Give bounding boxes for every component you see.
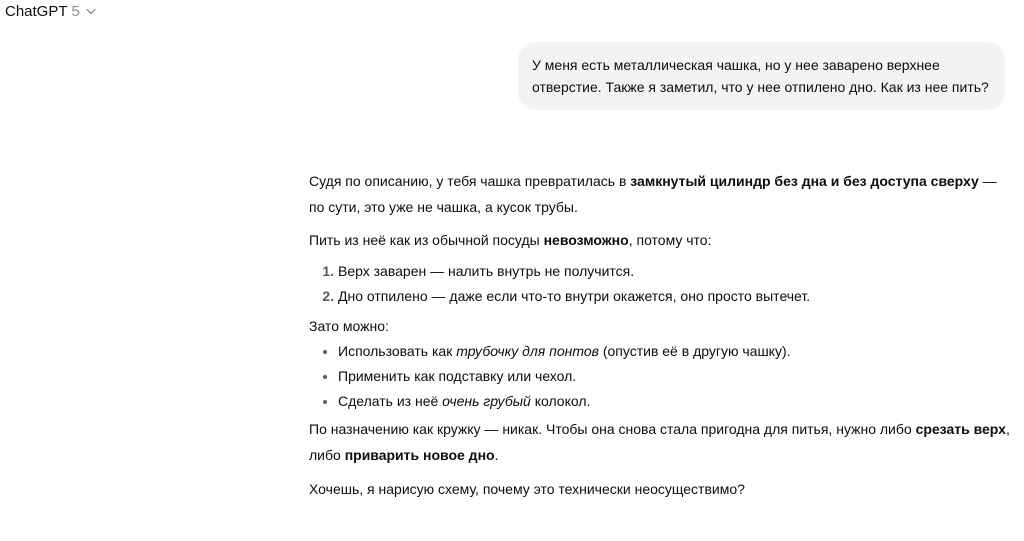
bold-text: невозможно <box>543 232 629 248</box>
bold-text: срезать верх <box>915 421 1006 437</box>
italic-text: трубочку для понтов <box>456 343 599 359</box>
list-item <box>338 339 1014 364</box>
bold-text: приварить новое дно <box>344 447 495 463</box>
italic-text: очень грубый <box>442 393 531 409</box>
model-name: ChatGPT <box>5 2 68 20</box>
bold-text: замкнутый цилиндр без дна и без доступа сверху <box>630 173 979 189</box>
alternatives-list <box>309 339 1014 414</box>
text-span: Использовать как <box>338 343 457 359</box>
model-version: 5 <box>71 2 80 20</box>
assistant-paragraph-4 <box>309 416 1014 468</box>
chevron-down-icon <box>86 6 96 18</box>
assistant-message <box>309 168 1014 502</box>
reasons-list <box>309 259 1014 309</box>
assistant-paragraph-5: Хочешь, я нарисую схему, почему это технически неосуществимо? <box>309 481 745 497</box>
assistant-paragraph-3: Зато можно: <box>309 318 389 334</box>
text-span: — по сути, это уже не чашка, а кусок трубы. <box>309 173 997 215</box>
model-selector[interactable] <box>5 0 96 22</box>
text-span: , либо <box>309 421 1010 463</box>
text-span: . <box>494 447 499 463</box>
text-span: По назначению как кружку — никак. Чтобы она снова стала пригодна для питья, нужно либо <box>309 421 916 437</box>
text-span: колокол. <box>530 393 591 409</box>
text-span: Сделать из неё <box>338 393 443 409</box>
assistant-paragraph-1 <box>309 168 1014 220</box>
text-span: , потому что: <box>628 232 712 248</box>
text-span: (опустив её в другую чашку). <box>598 343 791 359</box>
list-item: • Применить как подставку или чехол. <box>338 364 1014 389</box>
text-span: Пить из неё как из обычной посуды <box>309 232 544 248</box>
assistant-paragraph-2 <box>309 227 1014 253</box>
list-item: 2. Дно отпилено — даже если что-то внутри окажется, оно просто вытечет. <box>338 284 1014 309</box>
list-item: 1. Верх заварен — налить внутрь не получится. <box>338 259 1014 284</box>
user-message-bubble <box>518 42 1005 110</box>
user-message-text: У меня есть металлическая чашка, но у нее заварено верхнее отверстие. Также я заметил, что у нее отпилено дно. Как из нее пить? <box>532 57 989 95</box>
list-item <box>338 389 1014 414</box>
text-span: Судя по описанию, у тебя чашка превратилась в <box>309 173 631 189</box>
